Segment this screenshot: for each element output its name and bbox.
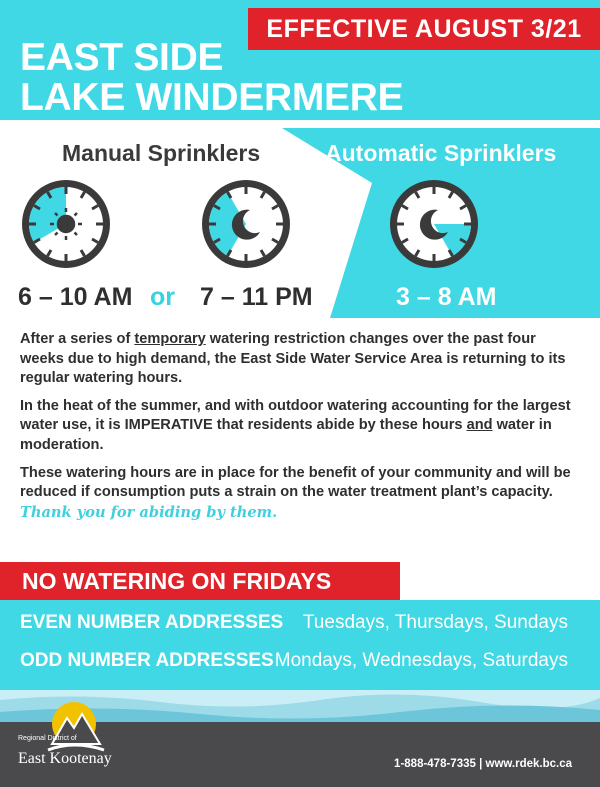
clock-evening [198,176,294,272]
p1-text-b: watering restriction changes over the past four weeks due to high demand, the East Side Water Service Area is returning to its regular watering hours. [20,331,566,387]
automatic-sprinklers-title: Automatic Sprinklers [325,140,557,166]
no-watering-text: NO WATERING ON FRIDAYS [22,567,332,594]
manual-morning-hours: 6 – 10 AM [18,283,133,311]
p2-underlined: and [466,417,493,434]
no-watering-banner [0,562,400,600]
even-addresses-label: EVEN NUMBER ADDRESSES [20,612,284,633]
page-title [20,38,403,118]
p1-text-a: After a series of [20,331,135,347]
paragraph-3 [20,464,580,524]
p2-text-a: In the heat of the summer, and with outdoor watering accounting for the largest water use, it is IMPERATIVE that residents abide by these hours [20,397,571,434]
contact-info[interactable]: 1-888-478-7335 | www.rdek.bc.ca [394,758,572,770]
p3-text: These watering hours are in place for the benefit of your community and will be reduced if consumption puts a strain on the water treatment plant’s capacity. [20,464,571,501]
clock-morning [18,176,114,272]
clock-automatic [386,176,482,272]
body-text [20,330,580,531]
paragraph-2 [20,397,580,456]
or-separator: or [150,283,175,311]
manual-evening-hours: 7 – 11 PM [200,283,313,311]
manual-sprinklers-title: Manual Sprinklers [62,140,261,166]
p2-text-b: water in moderation. [20,417,552,453]
p1-underlined: temporary [134,331,206,347]
odd-addresses-label: ODD NUMBER ADDRESSES [20,650,274,671]
odd-addresses-days: Mondays, Wednesdays, Saturdays [274,650,568,671]
logo-small-text: Regional District of [18,735,77,742]
automatic-hours: 3 – 8 AM [396,283,497,311]
paragraph-1 [20,330,580,389]
title-line-2: LAKE WINDERMERE [20,76,404,119]
even-addresses-days: Tuesdays, Thursdays, Sundays [302,612,568,633]
title-line-1: EAST SIDE [20,36,224,79]
logo-name: East Kootenay [18,750,112,767]
effective-date: EFFECTIVE AUGUST 3/21 [266,14,582,43]
thanks-note: Thank you for abiding by them. [20,503,278,521]
